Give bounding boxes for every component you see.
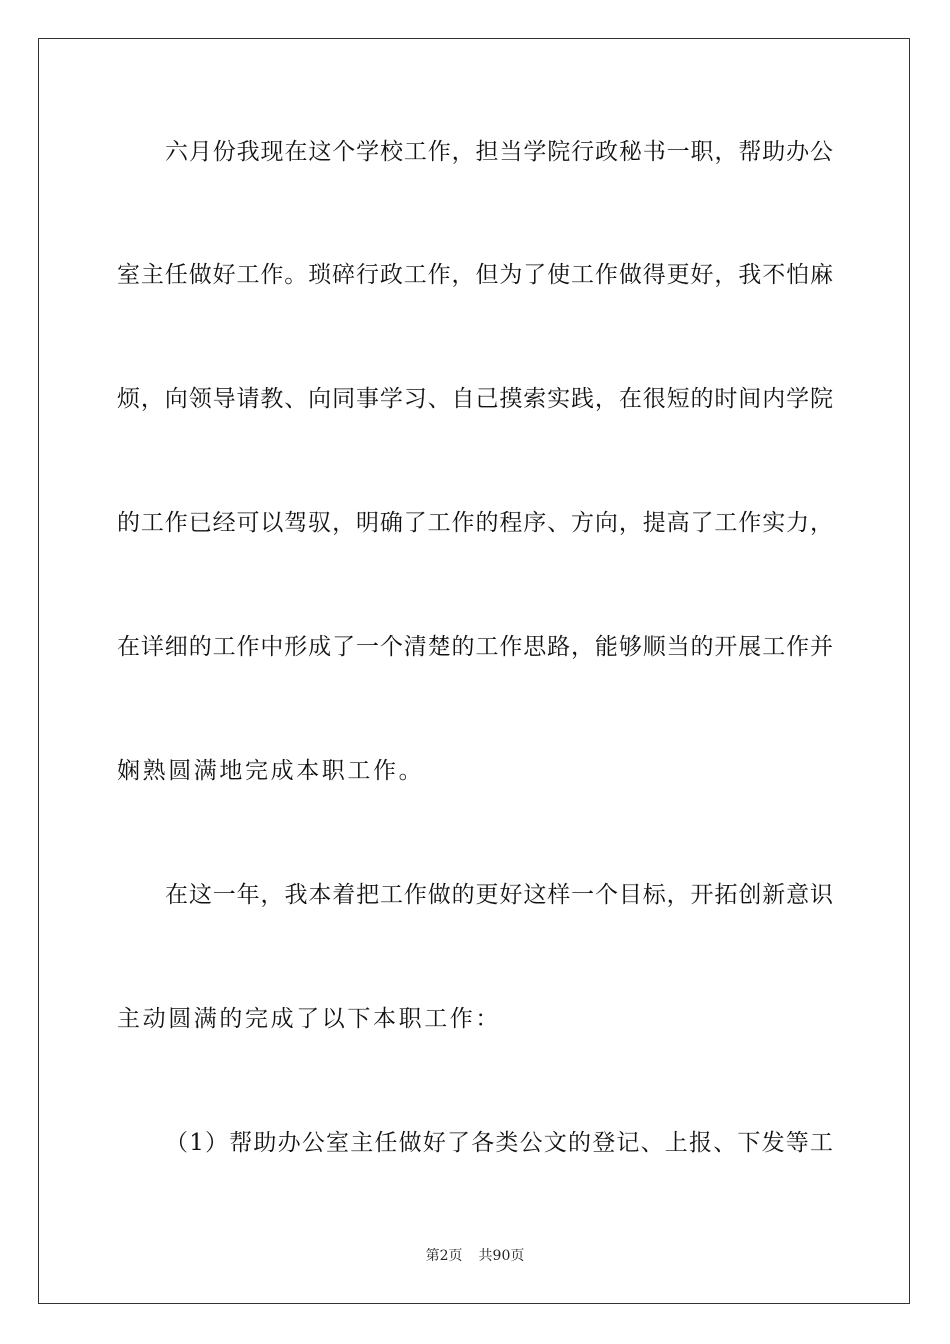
paragraph-line-4: 的工作已经可以驾驭，明确了工作的程序、方向，提高了工作实力， [117, 510, 833, 536]
paragraph-line-1: 六月份我现在这个学校工作，担当学院行政秘书一职，帮助办公 [165, 139, 833, 165]
paragraph-line-6: 娴熟圆满地完成本职工作。 [117, 758, 425, 784]
page-border [38, 38, 910, 1304]
paragraph-line-9: （1）帮助办公室主任做好了各类公文的登记、上报、下发等工 [165, 1130, 833, 1156]
page-footer [0, 1247, 950, 1265]
paragraph-line-8: 主动圆满的完成了以下本职工作： [117, 1006, 501, 1032]
paragraph-line-2: 室主任做好工作。琐碎行政工作，但为了使工作做得更好，我不怕麻 [117, 262, 833, 288]
paragraph-line-5: 在详细的工作中形成了一个清楚的工作思路，能够顺当的开展工作并 [117, 634, 833, 660]
paragraph-line-3: 烦，向领导请教、向同事学习、自己摸索实践，在很短的时间内学院 [117, 386, 833, 412]
page-total: 共90页 [478, 1248, 525, 1264]
page-number: 第2页 [425, 1248, 463, 1264]
paragraph-line-7: 在这一年，我本着把工作做的更好这样一个目标，开拓创新意识 [165, 882, 833, 908]
